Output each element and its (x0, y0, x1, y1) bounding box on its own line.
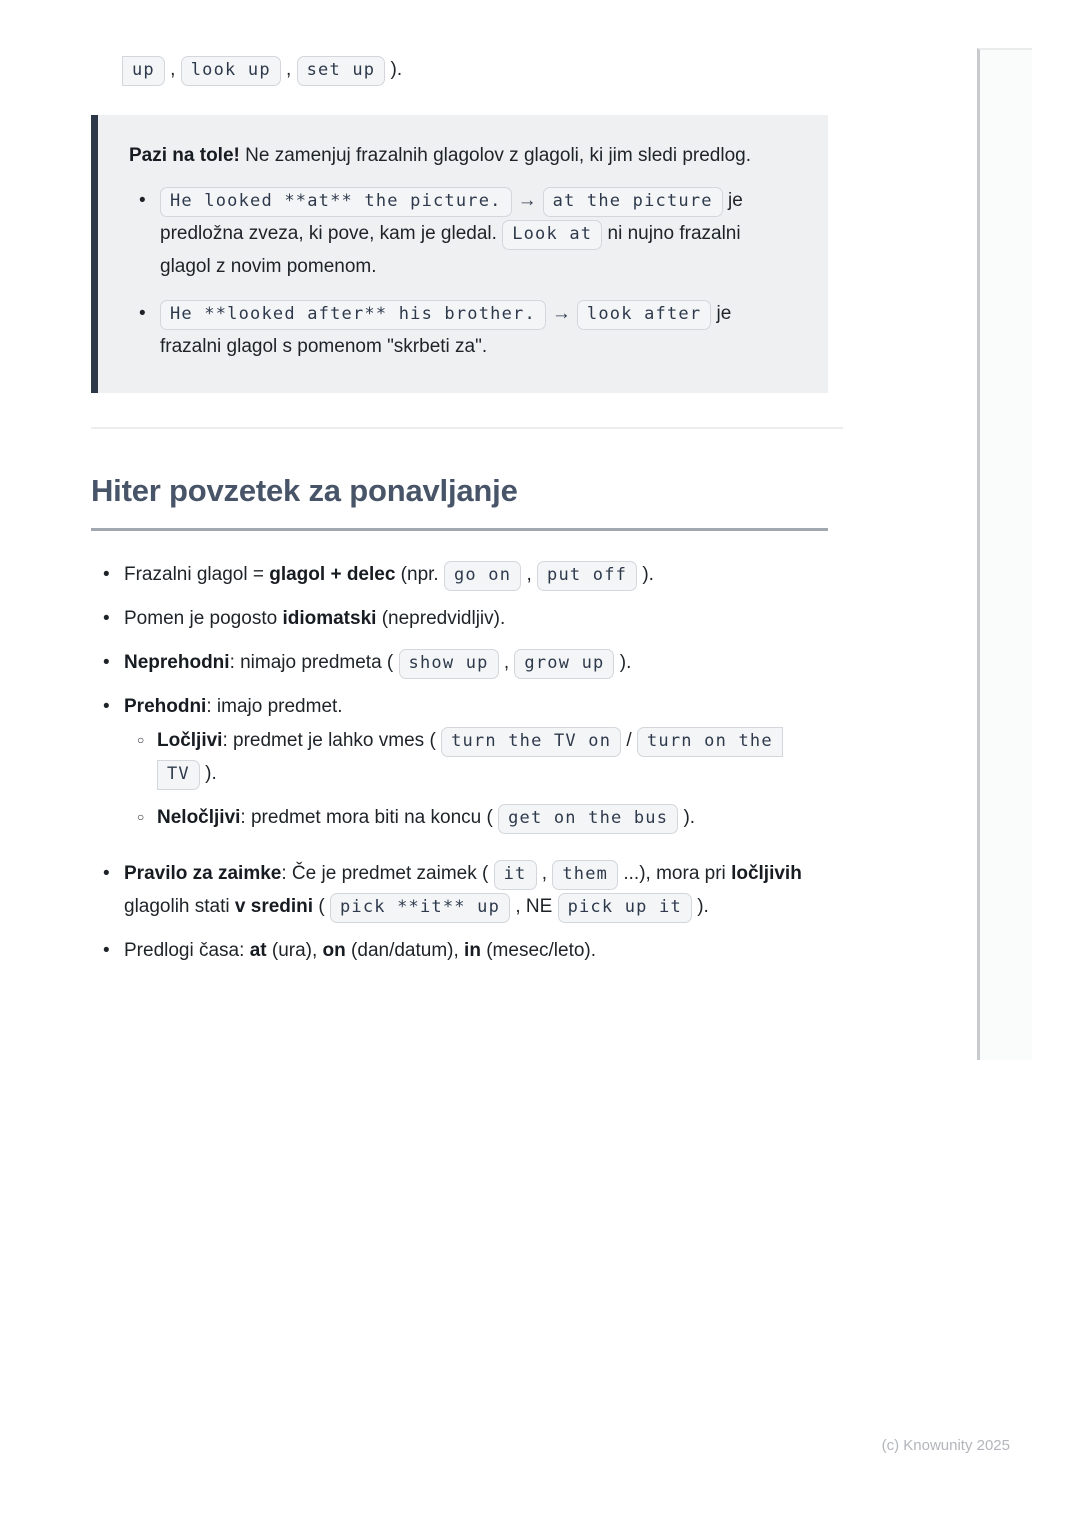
bold-text: Prehodni (124, 696, 207, 717)
list-item-text (124, 940, 596, 961)
code-chip: pick up it (558, 893, 692, 923)
list-item (91, 690, 828, 846)
code-chip: look after (577, 300, 711, 330)
code-chip: He looked **at** the picture. (160, 187, 512, 217)
text-run: glagolih stati (124, 896, 235, 917)
bullet-icon: • (103, 652, 110, 673)
text-run: : predmet mora biti na koncu ( (240, 807, 499, 828)
bold-text: Ločljivi (157, 730, 223, 751)
list-item-text (124, 652, 631, 673)
code-chip: set up (297, 56, 386, 86)
text-run: Pomen je pogosto (124, 608, 283, 629)
list-item-text (160, 190, 743, 277)
text-run: (dan/datum), (345, 940, 465, 961)
bold-text: glagol + delec (269, 564, 396, 585)
code-chip: TV (157, 760, 200, 790)
text-run: : nimajo predmeta ( (229, 652, 399, 673)
callout-list (129, 184, 796, 363)
text-run: / (621, 730, 637, 751)
text-run: Ne zamenjuj frazalnih glagolov z glagoli, ki jim sledi predlog. (239, 145, 752, 166)
bullet-icon: • (139, 303, 146, 324)
wrapped-line (122, 53, 828, 86)
text-run: , (164, 59, 181, 80)
text-run: je predložna zveza, ki pove, kam je gledal. (160, 190, 743, 244)
bold-text: Neločljivi (157, 807, 241, 828)
list-item-text (124, 696, 343, 717)
bold-text: on (322, 940, 346, 961)
list-item-body (124, 934, 828, 967)
list-item-body (124, 857, 828, 923)
list-item (124, 801, 828, 834)
text-run: , (498, 652, 515, 673)
text-run: ni nujno frazalni glagol z novim pomenom. (160, 223, 741, 277)
bold-text: v sredini (234, 896, 314, 917)
list-item-text (124, 608, 505, 629)
text-run: (npr. (395, 564, 444, 585)
text-run: : imajo predmet. (206, 696, 343, 717)
circle-bullet-icon: ○ (137, 733, 145, 747)
heading-underline (91, 528, 828, 531)
circle-bullet-icon: ○ (137, 810, 145, 824)
text-run: (ura), (266, 940, 323, 961)
text-run: , (280, 59, 297, 80)
list-item (91, 558, 828, 591)
bullet-icon: • (103, 608, 110, 629)
page-title: Hiter povzetek za ponavljanje (91, 473, 518, 508)
list-item (91, 857, 828, 923)
text-run: , (536, 863, 553, 884)
text-run: ). (614, 652, 632, 673)
text-run: ). (385, 59, 403, 80)
bold-text: at (249, 940, 267, 961)
bold-text: ločljivih (731, 863, 802, 884)
code-chip: at the picture (543, 187, 723, 217)
text-run: ). (678, 807, 696, 828)
arrow-right-icon: → (551, 303, 571, 324)
code-chip: turn on the (637, 727, 783, 757)
list-item-text (124, 564, 654, 585)
text-run: ). (637, 564, 654, 585)
code-chip: go on (444, 561, 521, 591)
code-chip: it (494, 860, 537, 890)
list-item (91, 602, 828, 635)
text-run: (nepredvidljiv). (376, 608, 506, 629)
text-run: , NE (510, 896, 558, 917)
list-item-body (160, 297, 796, 363)
list-item (129, 184, 796, 283)
list-item-text (157, 730, 783, 784)
bold-text: Neprehodni (124, 652, 230, 673)
list-item-text (160, 303, 731, 357)
bold-text: in (464, 940, 481, 961)
side-panel (977, 48, 1032, 1060)
list-item-body (157, 724, 828, 790)
list-item-text (157, 807, 695, 828)
list-item-body (124, 558, 828, 591)
list-item-body (160, 184, 796, 283)
arrow-right-icon: → (517, 190, 537, 211)
warning-callout (91, 115, 828, 393)
list-item (124, 724, 828, 790)
code-chip: up (122, 56, 165, 86)
list-item-body (157, 801, 828, 834)
bullet-icon: • (103, 863, 110, 884)
code-chip: show up (399, 649, 499, 679)
text-run: : Če je predmet zaimek ( (281, 863, 494, 884)
code-chip: get on the bus (498, 804, 678, 834)
code-chip: turn the TV on (441, 727, 621, 757)
list-item-body (124, 646, 828, 679)
text-run: ( (313, 896, 330, 917)
code-chip: pick **it** up (330, 893, 510, 923)
bold-text: Pravilo za zaimke (124, 863, 282, 884)
list-item (129, 297, 796, 363)
code-chip: look up (181, 56, 281, 86)
text-run: je frazalni glagol s pomenom "skrbeti za". (160, 303, 732, 357)
text-run: ). (691, 896, 709, 917)
text-run: (mesec/leto). (480, 940, 597, 961)
list-item (91, 646, 828, 679)
sub-list (124, 724, 828, 834)
section-divider (91, 427, 843, 429)
text-run: : predmet je lahko vmes ( (222, 730, 442, 751)
code-chip: them (552, 860, 618, 890)
code-chip: He **looked after** his brother. (160, 300, 546, 330)
copyright-text: (c) Knowunity 2025 (881, 1437, 1010, 1454)
bullet-icon: • (103, 940, 110, 961)
code-chip: Look at (502, 220, 602, 250)
bold-text: Pazi na tole! (129, 145, 240, 166)
text-run: ). (199, 763, 217, 784)
list-item-body (124, 690, 828, 846)
summary-list (91, 558, 828, 967)
list-item (91, 934, 828, 967)
bold-text: idiomatski (282, 608, 377, 629)
text-run: , (521, 564, 538, 585)
document-content (91, 0, 828, 978)
list-item-body (124, 602, 828, 635)
text-run: Frazalni glagol = (124, 564, 270, 585)
bullet-icon: • (103, 564, 110, 585)
list-item-text (124, 863, 802, 917)
code-chip: put off (537, 561, 637, 591)
bullet-icon: • (139, 190, 146, 211)
code-chip: grow up (514, 649, 614, 679)
bullet-icon: • (103, 696, 110, 717)
text-run: Predlogi časa: (124, 940, 250, 961)
callout-intro (129, 139, 796, 172)
text-run: ...), mora pri (618, 863, 732, 884)
